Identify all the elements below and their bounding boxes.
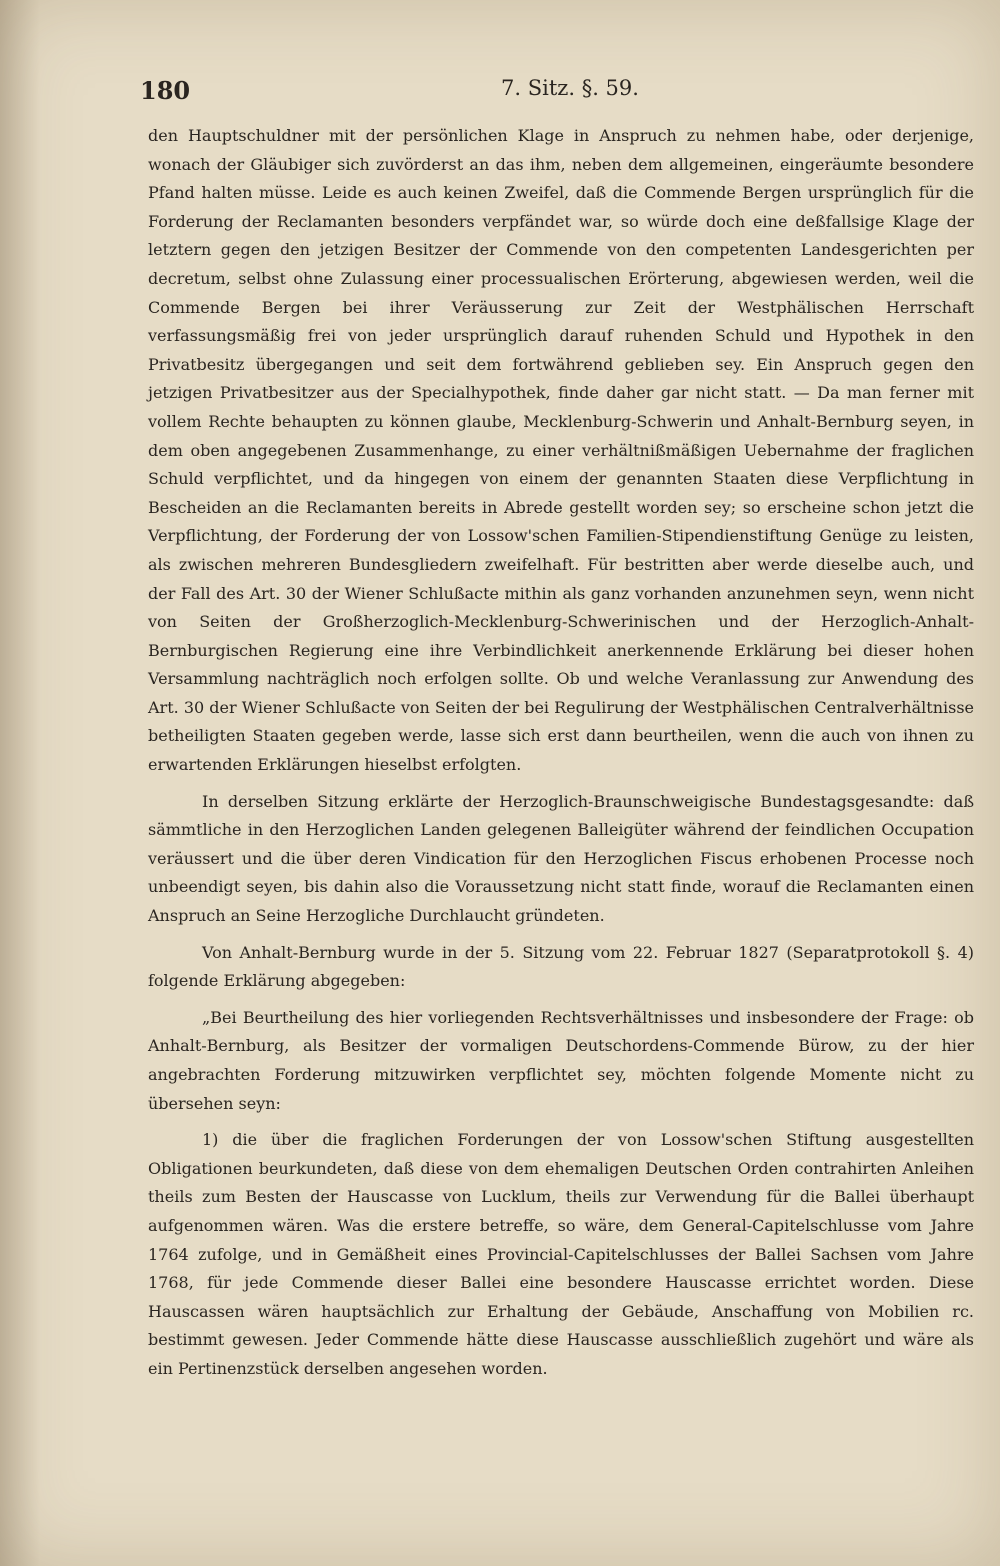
- running-head: 7. Sitz. §. 59.: [501, 76, 639, 100]
- binding-shadow: [0, 0, 40, 1566]
- paragraph-continued: den Hauptschuldner mit der persönlichen Klage in Anspruch zu nehmen habe, oder derjenige, wonach der Gläubiger sich zuvörderst an das ihm, neben dem allgemeinen, eingeräumte besondere Pfand halten müsse. Leide es auch keinen Zweifel, daß die Commende Bergen ursprünglich für die Forderung der Reclamanten besonders verpfändet war, so würde doch eine deßfallsige Klage der letztern gegen den jetzigen Besitzer der Commende von den competenten Landesgerichten per decretum, selbst ohne Zulassung einer processualischen Erörterung, abgewiesen werden, weil die Commende Bergen bei ihrer Veräusserung zur Zeit der Westphälischen Herrschaft verfassungsmäßig frei von jeder ursprünglich darauf ruhenden Schuld und Hypothek in den Privatbesitz übergegangen und seit dem fortwährend geblieben sey. Ein Anspruch gegen den jetzigen Privatbesitzer aus der Specialhypothek, finde daher gar nicht statt. — Da man ferner mit vollem Rechte behaupten zu können glaube, Mecklenburg-Schwerin und Anhalt-Bernburg seyen, in dem oben angegebenen Zusammenhange, zu einer verhältnißmäßigen Uebernahme der fraglichen Schuld verpflichtet, und da hingegen von einem der genannten Staaten diese Verpflichtung in Bescheiden an die Reclamanten bereits in Abrede gestellt worden sey; so erscheine schon jetzt die Verpflichtung, der Forderung der von Lossow'schen Familien-Stipendienstiftung Genüge zu leisten, als zwischen mehreren Bundesgliedern zweifelhaft. Für bestritten aber werde dieselbe auch, und der Fall des Art. 30 der Wiener Schlußacte mithin als ganz vorhanden anzunehmen seyn, wenn nicht von Seiten der Großherzoglich-Mecklenburg-Schwerinischen und der Herzoglich-Anhalt-Bernburgischen Regierung eine ihre Verbindlichkeit anerkennende Erklärung bei dieser hohen Versammlung nachträglich noch erfolgen sollte. Ob und welche Veranlassung zur Anwendung des Art. 30 der Wiener Schlußacte von Seiten der bei Regulirung der Westphälischen Centralverhältnisse betheiligten Staaten gegeben werde, lasse sich erst dann beurtheilen, wenn die auch von ihnen zu erwartenden Erklärungen hieselbst erfolgten.: [148, 126, 974, 775]
- paragraph-quote-intro: „Bei Beurtheilung des hier vorliegenden Rechtsverhältnisses und insbesondere der Frage: ob Anhalt-Bernburg, als Besitzer der vormaligen Deutschordens-Commende Bürow, zu der hier angebrachten Forderung mitzuwirken verpflichtet sey, möchten folgende Momente nicht zu übersehen seyn:: [148, 1007, 974, 1113]
- page-number: 180: [140, 76, 191, 105]
- body-text: [148, 122, 974, 1384]
- paragraph-braunschweig: In derselben Sitzung erklärte der Herzoglich-Braunschweigische Bundestagsgesandte: daß sämmtliche in den Herzoglichen Landen gelegenen Balleigüter während der feindlichen Occupation veräussert und die über deren Vindication für den Herzoglichen Fiscus erhobenen Processe noch unbeendigt seyen, bis dahin also die Voraussetzung nicht statt finde, worauf die Reclamanten einen Anspruch an Seine Herzogliche Durchlaucht gründeten.: [148, 791, 974, 926]
- paragraph-anhalt-bernburg: Von Anhalt-Bernburg wurde in der 5. Sitzung vom 22. Februar 1827 (Separatprotokoll §. 4) folgende Erklärung abgegeben:: [148, 942, 974, 991]
- paragraph-point-1: 1) die über die fraglichen Forderungen der von Lossow'schen Stiftung ausgestellten Obligationen beurkundeten, daß diese von dem ehemaligen Deutschen Orden contrahirten Anleihen theils zum Besten der Hauscasse von Lucklum, theils zur Verwendung für die Ballei überhaupt aufgenommen wären. Was die erstere betreffe, so wäre, dem General-Capitelschlusse vom Jahre 1764 zufolge, und in Gemäßheit eines Provincial-Capitelschlusses der Ballei Sachsen vom Jahre 1768, für jede Commende dieser Ballei eine besondere Hauscasse errichtet worden. Diese Hauscassen wären hauptsächlich zur Erhaltung der Gebäude, Anschaffung von Mobilien rc. bestimmt gewesen. Jeder Commende hätte diese Hauscasse ausschließlich zugehört und wäre als ein Pertinenzstück derselben angesehen worden.: [148, 1130, 974, 1378]
- page-header: [140, 76, 980, 116]
